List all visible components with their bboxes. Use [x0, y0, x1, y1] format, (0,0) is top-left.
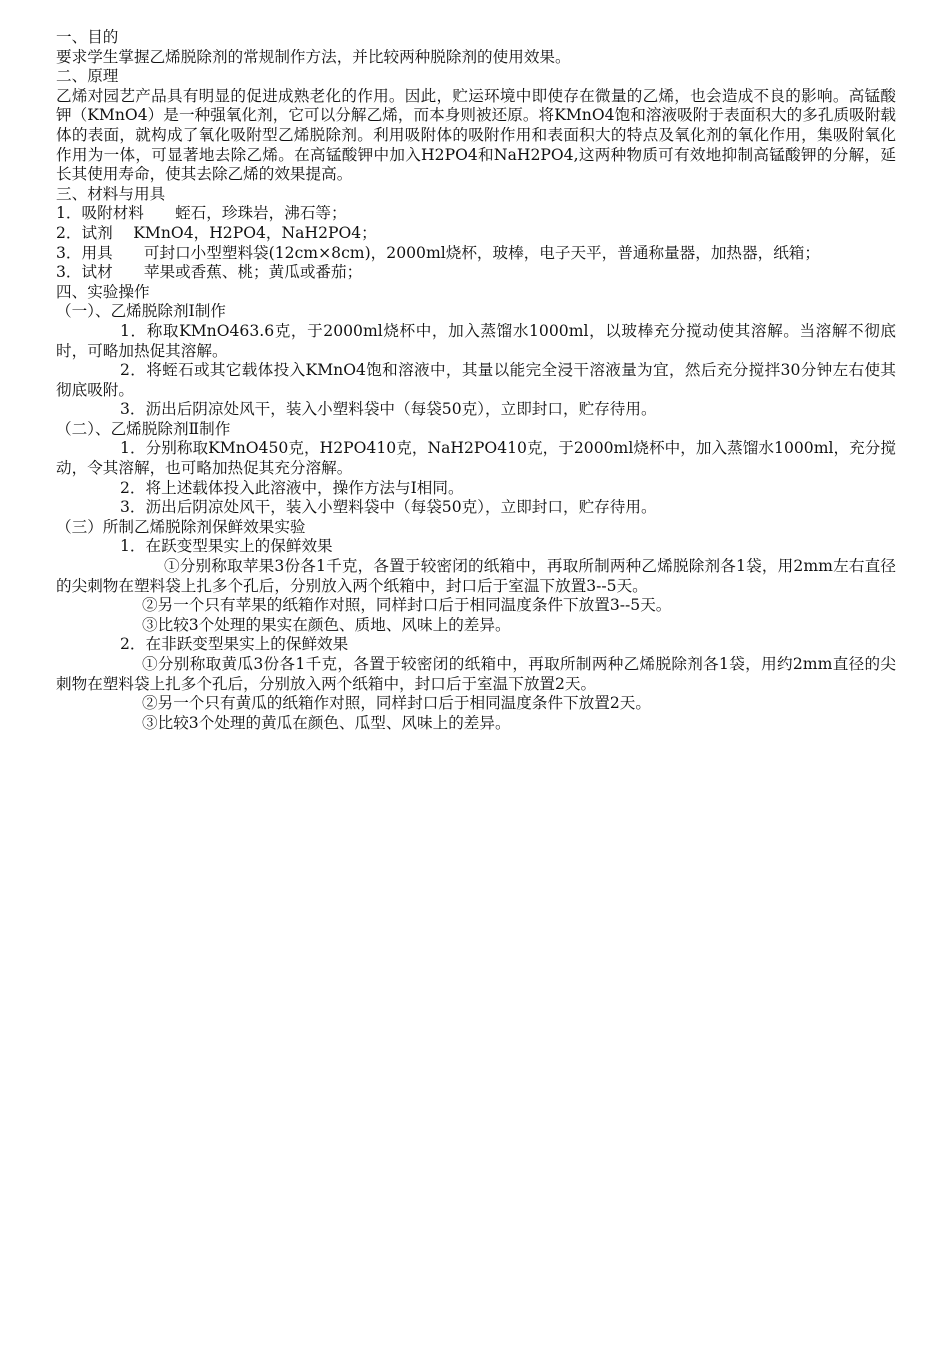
experiment-climacteric-step-3: ③比较3个处理的果实在颜色、质地、风味上的差异。: [142, 615, 511, 634]
experiment-nonclimacteric-step-3: ③比较3个处理的黄瓜在颜色、瓜型、风味上的差异。: [142, 713, 511, 732]
remover-1-step-2: 2．将蛭石或其它载体投入KMnO4饱和溶液中，其量以能完全浸干溶液量为宜，然后充分搅拌30分钟左右使其彻底吸附。: [56, 361, 896, 399]
heading-materials: 三、材料与用具: [56, 184, 166, 203]
remover-2-step-2: 2．将上述载体投入此溶液中，操作方法与Ⅰ相同。: [120, 478, 464, 497]
materials-item-samples: 3．试材 苹果或香蕉、桃；黄瓜或番茄；: [56, 263, 363, 282]
remover-2-step-1: 1．分别称取KMnO450克，H2PO410克，NaH2PO410克，于2000ml烧杯中，加入蒸馏水1000ml，充分搅动，令其溶解，也可略加热促其充分溶解。: [56, 439, 896, 478]
subheading-remover-1: （一）、乙烯脱除剂Ⅰ制作: [56, 302, 226, 321]
materials-item-adsorbent: 1．吸附材料 蛭石，珍珠岩，沸石等；: [56, 204, 347, 223]
paragraph-purpose: 要求学生掌握乙烯脱除剂的常规制作方法，并比较两种脱除剂的使用效果。: [56, 47, 571, 66]
materials-item-tools: 3．用具 可封口小型塑料袋(12cm×8cm)，2000ml烧杯，玻棒，电子天平，普通称量器，加热器，纸箱；: [56, 243, 820, 262]
remover-2-step-3: 3．沥出后阴凉处风干，装入小塑料袋中（每袋50克），立即封口，贮存待用。: [120, 498, 657, 517]
remover-1-step-3: 3．沥出后阴凉处风干，装入小塑料袋中（每袋50克），立即封口，贮存待用。: [120, 400, 657, 419]
experiment-climacteric-step-2: ②另一个只有苹果的纸箱作对照，同样封口后于相同温度条件下放置3--5天。: [142, 596, 672, 615]
experiment-nonclimacteric-step-2: ②另一个只有黄瓜的纸箱作对照，同样封口后于相同温度条件下放置2天。: [142, 694, 651, 713]
experiment-nonclimacteric-step-1: ①分别称取黄瓜3份各1千克，各置于较密闭的纸箱中，再取所制两种乙烯脱除剂各1袋，用约2mm直径的尖刺物在塑料袋上扎多个孔后，分别放入两个纸箱中，封口后于室温下放置2天。: [56, 655, 896, 693]
experiment-climacteric-step-1: ①分别称取苹果3份各1千克，各置于较密闭的纸箱中，再取所制两种乙烯脱除剂各1袋，用2mm左右直径的尖刺物在塑料袋上扎多个孔后，分别放入两个纸箱中，封口后于室温下放置3--5天。: [56, 557, 896, 595]
materials-item-reagents: 2．试剂 KMnO4，H2PO4，NaH2PO4；: [56, 223, 377, 242]
document-body: [56, 28, 896, 733]
paragraph-principle: 乙烯对园艺产品具有明显的促进成熟老化的作用。因此，贮运环境中即使存在微量的乙烯，也会造成不良的影响。高锰酸钾（KMnO4）是一种强氧化剂，它可以分解乙烯，而本身则被还原。将KMnO4饱和溶液吸附于表面积大的多孔质吸附载体的表面，就构成了氧化吸附型乙烯脱除剂。利用吸附体的吸附作用和表面积大的特点及氧化剂的氧化作用，集吸附氧化作用为一体，可显著地去除乙烯。在高锰酸钾中加入H2PO4和NaH2PO4,这两种物质可有效地抑制高锰酸钾的分解，延长其使用寿命，使其去除乙烯的效果提高。: [56, 86, 896, 184]
experiment-climacteric-title: 1．在跃变型果实上的保鲜效果: [120, 537, 333, 556]
heading-procedure: 四、实验操作: [56, 282, 150, 301]
subheading-experiment: （三）所制乙烯脱除剂保鲜效果实验: [56, 517, 306, 536]
subheading-remover-2: （二）、乙烯脱除剂Ⅱ制作: [56, 419, 231, 438]
heading-principle: 二、原理: [56, 67, 119, 86]
heading-purpose: 一、目的: [56, 28, 119, 46]
experiment-nonclimacteric-title: 2．在非跃变型果实上的保鲜效果: [120, 635, 349, 654]
remover-1-step-1: 1．称取KMnO463.6克，于2000ml烧杯中，加入蒸馏水1000ml，以玻棒充分搅动使其溶解。当溶解不彻底时，可略加热促其溶解。: [56, 321, 896, 360]
